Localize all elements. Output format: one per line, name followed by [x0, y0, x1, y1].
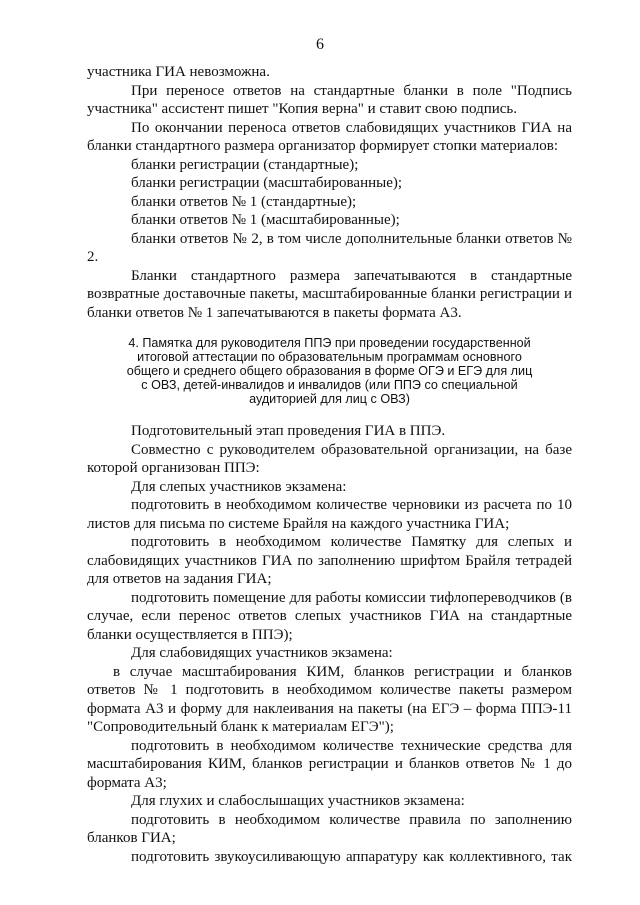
- paragraph: Подготовительный этап проведения ГИА в ППЭ.: [131, 423, 446, 439]
- section-memo-paragraphs: [87, 422, 572, 866]
- page-body: [87, 63, 572, 866]
- paragraph: подготовить в необходимом количестве черновики из расчета по 10 листов для письма по системе Брайля на каждого участника ГИА;: [87, 497, 572, 532]
- paragraph: бланки ответов № 1 (масштабированные);: [131, 212, 400, 228]
- paragraph: бланки регистрации (масштабированные);: [131, 175, 403, 191]
- paragraph: При переносе ответов на стандартные бланки в поле "Подпись участника" ассистент пишет "Копия верна" и ставит свою подпись.: [87, 82, 572, 117]
- paragraph: бланки ответов № 1 (стандартные);: [131, 193, 357, 210]
- paragraph: подготовить в необходимом количестве правила по заполнению бланков ГИА;: [87, 811, 572, 846]
- page-number: 6: [316, 36, 324, 53]
- paragraph: подготовить звукоусиливающую аппаратуру как коллективного, так: [131, 848, 572, 865]
- heading-line: общего и среднего общего образования в форме ОГЭ и ЕГЭ для лиц: [126, 364, 533, 378]
- paragraph: Совместно с руководителем образовательной организации, на базе которой организован ППЭ:: [87, 441, 572, 476]
- paragraph: Бланки стандартного размера запечатываются в стандартные возвратные доставочные пакеты, масштабированные бланки регистрации и бланки ответов № 1 запечатываются в пакеты формата А3.: [87, 267, 572, 321]
- paragraph: Для слабовидящих участников экзамена:: [131, 645, 393, 661]
- paragraph: бланки ответов № 2, в том числе дополнительные бланки ответов № 2.: [87, 230, 572, 265]
- heading-line: итоговой аттестации по образовательным программам основного: [137, 350, 522, 364]
- paragraph: По окончании переноса ответов слабовидящих участников ГИА на бланки стандартного размера организатор формирует стопки материалов:: [87, 119, 572, 154]
- paragraph: подготовить в необходимом количестве технические средства для масштабирования КИМ, бланков регистрации и бланков ответов № 1 до формата А3;: [87, 737, 572, 791]
- paragraph: в случае масштабирования КИМ, бланков регистрации и бланков ответов № 1 подготовить в необходимом количестве пакеты размером формата А3 и форму для наклеивания на пакеты (на ЕГЭ – форма ППЭ-11 "Сопроводительный бланк к материалам ЕГЭ");: [87, 663, 572, 735]
- heading-line: аудиторией для лиц с ОВЗ): [249, 392, 410, 406]
- paragraph: подготовить помещение для работы комиссии тифлопереводчиков (в случае, если перенос ответов слепых участников ГИА на стандартные бланки осуществляется в ППЭ);: [87, 589, 572, 643]
- section-heading: [87, 336, 572, 406]
- paragraph: Для глухих и слабослышащих участников экзамена:: [131, 793, 465, 809]
- heading-line: с ОВЗ, детей-инвалидов и инвалидов (или ППЭ со специальной: [141, 378, 518, 392]
- heading-line: 4. Памятка для руководителя ППЭ при проведении государственной: [128, 336, 531, 350]
- paragraph: подготовить в необходимом количестве Памятку для слепых и слабовидящих участников ГИА по заполнению шрифтом Брайля тетрадей для ответов на задания ГИА;: [87, 534, 572, 587]
- paragraph: Для слепых участников экзамена:: [131, 478, 347, 495]
- section-transfer-paragraphs: [87, 63, 572, 322]
- paragraph: бланки регистрации (стандартные);: [131, 156, 359, 173]
- paragraph: участника ГИА невозможна.: [87, 64, 270, 80]
